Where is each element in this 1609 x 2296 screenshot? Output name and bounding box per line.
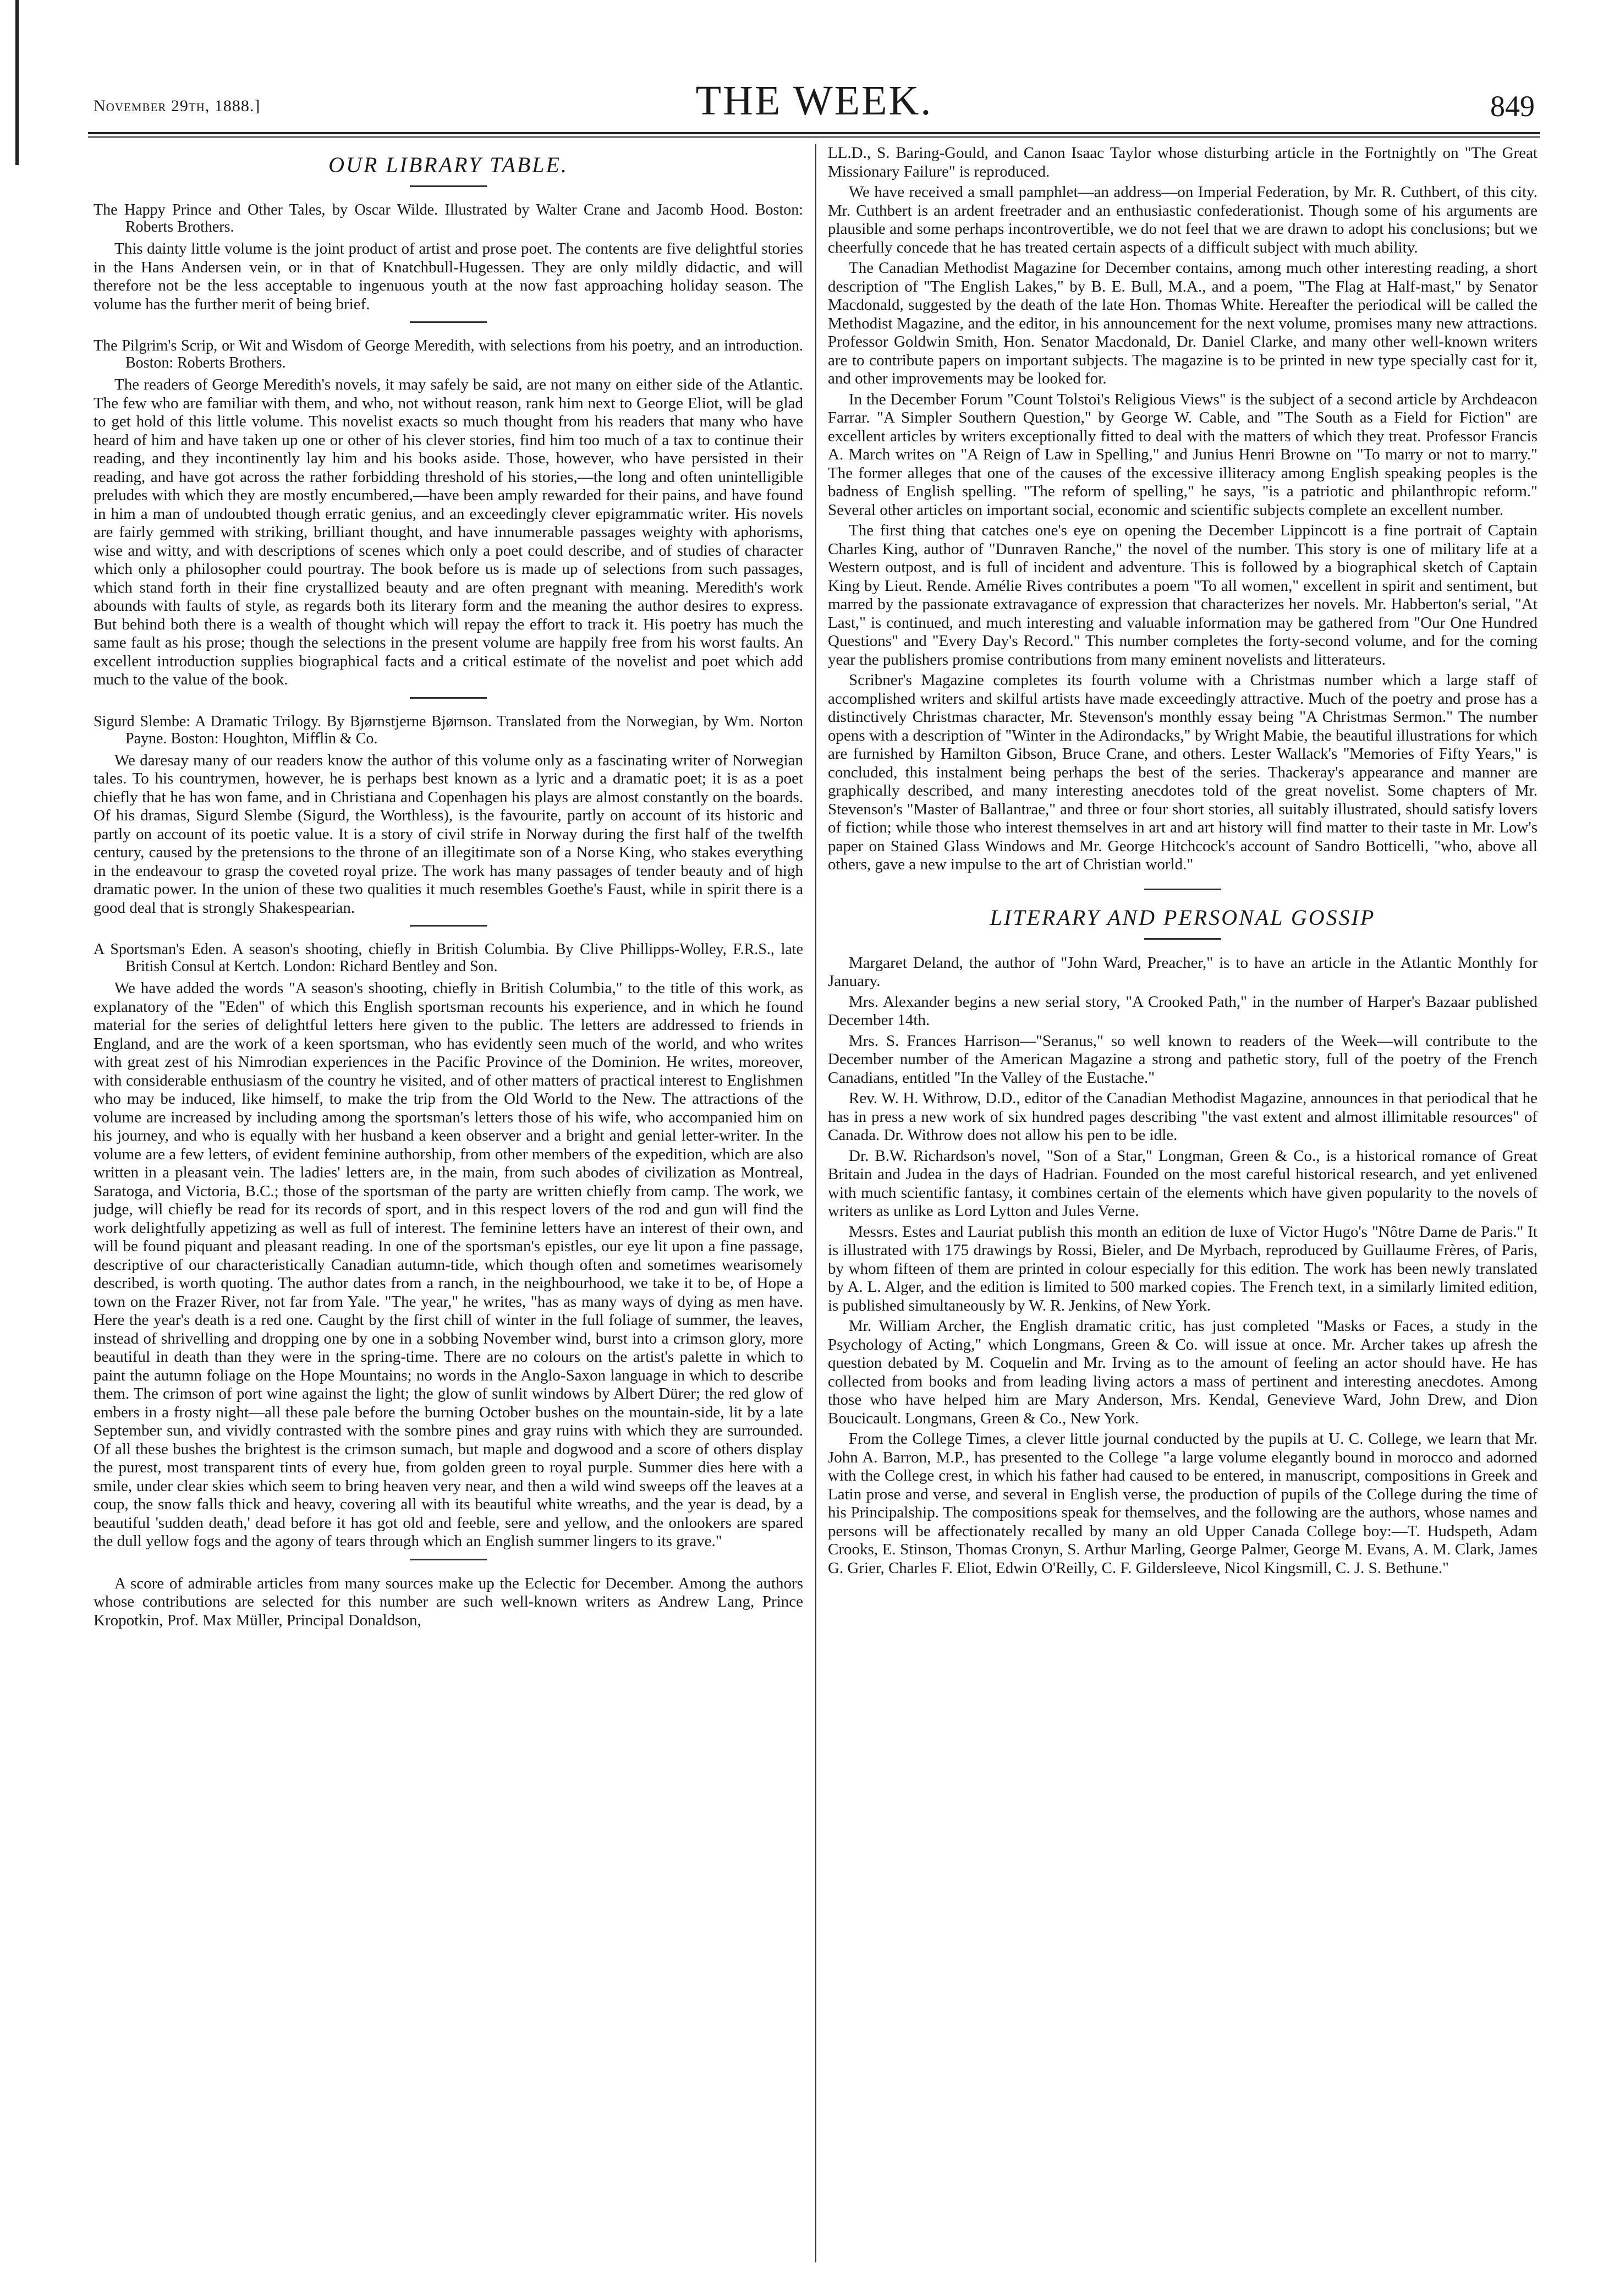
review-paragraph: We have added the words "A season's shooting, chiefly in British Columbia," to the title of this work, as explanatory of the "Eden" of which this English sportsman recounts his experience, and in which he found material for the series of delightful letters here given to the public. The letters are addressed to friends in England, and are the work of a keen sportsman, who has evidently seen much of the world, and who writes with great zest of his Nimrodian experiences in the Pacific Province of the Dominion. He writes, moreover, with considerable enthusiasm of the country he visited, and of other matters of practical interest to Englishmen who may be induced, like himself, to make the trip from the Old World to the New. The attractions of the volume are increased by including among the sportsman's letters those of his wife, who accompanied him on his journey, and who is equally with her husband a keen observer and a bright and genial letter-writer. In the volume are a few letters, of evident feminine authorship, from other members of the expedition, which are also written in a pleasant vein. The ladies' letters are, in the main, from such abodes of civilization as Montreal, Saratoga, and Victoria, B.C.; those of the sportsman of the party are written chiefly from camp. The work, we judge, will chiefly be read for its records of sport, and in this respect lovers of the rod and gun will find the work delightfully appetizing as well as full of interest. The feminine letters have an interest of their own, and will be found piquant and pleasant reading. In one of the sportsman's epistles, our eye lit upon a fine passage, descriptive of our characteristically Canadian autumn-tide, which though often and sometimes wearisomely described, is worth quoting. The author dates from a ranch, in the neighbourhood, we take it to be, of Hope a town on the Frazer River, not far from Yale. "The year," he writes, "has as many ways of dying as men have. Here the year's death is a red one. Caught by the first chill of winter in the full foliage of summer, the leaves, instead of shrivelling and dropping one by one in a sobbing November wind, burst into a crimson glory, more beautiful in death than they were in the spring-time. There are no colours on the artist's palette in which to paint the autumn foliage on the Hope Mountains; no words in the Anglo-Saxon language in which to describe them. The crimson of port wine against the light; the glow of sunlit windows by Albert Dürer; the red glow of embers in a frosty night—all these pale before the burning October bushes on the mountain-side, lit by a late September sun, and vividly contrasted with the sombre pines and gray ruins with which they are surrounded. Of all these bushes the brightest is the crimson sumach, but maple and dogwood and a score of others display the purest, most transparent tints of every hue, from golden green to royal purple. Summer dies here with a smile, under clear skies which seem to bring heaven very near, and then a wild wind sweeps off the leaves at a coup, the snow falls thick and heavy, covering all with its beautiful white wreaths, and the year is dead, by a beautiful 'sudden death,' dead before it has got old and feeble, sere and yellow, and the onlookers are spared the dull yellow fogs and the agony of tears through which an English summer lingers to its grave." (94, 979, 803, 1550)
right-column (828, 144, 1537, 2279)
gossip-paragraph: From the College Times, a clever little journal conducted by the pupils at U. C. College, we learn that Mr. John A. Barron, M.P., has presented to the College "a large volume elegantly bound in morocco and adorned with the College crest, in which his father had caused to be entered, in manuscript, compositions in Greek and Latin prose and verse, and several in English verse, the production of pupils of the College during the time of his Principalship. The compositions speak for themselves, and the following are the authors, whose names and persons will be affectionately recalled by many an old Upper Canada College boy:—T. Hudspeth, Adam Crooks, E. Stinson, Thomas Cronyn, S. Arthur Marling, George Palmer, George M. Evans, A. M. Clark, James G. Grier, Charles F. Eliot, Edwin O'Reilly, C. F. Gildersleeve, Nicol Kingsmill, C. J. S. Bethune." (828, 1430, 1537, 1577)
section-rule (1144, 938, 1221, 940)
section-rule (410, 185, 487, 187)
gossip-paragraph: Mrs. Alexander begins a new serial story, "A Crooked Path," in the number of Harper's Bazaar published December 14th. (828, 993, 1537, 1029)
issue-date: November 29th, 1888.] (94, 97, 261, 115)
review-heading: The Happy Prince and Other Tales, by Oscar Wilde. Illustrated by Walter Crane and Jacomb Hood. Boston: Roberts Brothers. (94, 201, 803, 235)
eclectic-paragraph: A score of admirable articles from many sources make up the Eclectic for December. Among the authors whose contributions are selected for this number are such well-known writers as Andrew Lang, Prince Kropotkin, Prof. Max Müller, Principal Donaldson, (94, 1574, 803, 1629)
gossip-paragraph: Mrs. S. Frances Harrison—"Seranus," so well known to readers of the Week—will contribute to the December number of the American Magazine a strong and pathetic story, full of the poetry of the French Canadians, entitled "In the Valley of the Eustache." (828, 1032, 1537, 1087)
column-divider (815, 144, 816, 2262)
notice-paragraph: LL.D., S. Baring-Gould, and Canon Isaac Taylor whose disturbing article in the Fortnightly on "The Great Missionary Failure" is reproduced. (828, 144, 1537, 180)
review-paragraph: This dainty little volume is the joint product of artist and prose poet. The contents are five delightful stories in the Hans Andersen vein, or in that of Knatchbull-Hugessen. They are only mildly didactic, and will therefore not be the less acceptable to ingenuous youth at the now fast approaching holiday season. The volume has the further merit of being brief. (94, 240, 803, 313)
review-separator (410, 1559, 487, 1560)
review-paragraph: The readers of George Meredith's novels, it may safely be said, are not many on either side of the Atlantic. The few who are familiar with them, and who, not without reason, rank him next to George Eliot, will be glad to get hold of this little volume. This novelist exacts so much thought from his readers that many who have heard of him and have taken up one or other of his clever stories, find him too much of a tax to continue their reading, and they incontinently lay him and his books aside. Those, however, who have persisted in their reading, and have got across the rather forbidding threshold of his stories,—the long and often unintelligible preludes with which they are mostly encumbered,—have been amply rewarded for their pains, and have found in him a man of undoubted though erratic genius, and an exceedingly clever epigrammatic writer. His novels are fairly gemmed with striking, brilliant thought, and have innumerable passages weighty with aphorisms, wise and witty, and with descriptions of scenes which only a poet could describe, and of studies of character which only a philosopher could pourtray. The book before us is made up of selections from such passages, which stand forth in their fine crystallized beauty and are often pregnant with meaning. Meredith's work abounds with faults of style, as regards both its literary form and the meaning the author desires to express. But behind both there is a wealth of thought which will repay the effort to track it. His poetry has much the same fault as his prose; though the selections in the present volume are happily free from his worst faults. An excellent introduction supplies biographical facts and a critical estimate of the novelist and poet which add much to the value of the book. (94, 376, 803, 688)
newspaper-title: THE WEEK. (695, 78, 933, 124)
gossip-paragraph: Messrs. Estes and Lauriat publish this month an edition de luxe of Victor Hugo's "Nôtre Dame de Paris." It is illustrated with 175 drawings by Rossi, Bieler, and De Myrbach, reproduced by Guillaume Frères, of Paris, by whom fifteen of them are printed in colour especially for this edition. The work has been newly translated by A. L. Alger, and the edition is limited to 500 marked copies. The French text, in a similarly limited edition, is published simultaneously by W. R. Jenkins, of New York. (828, 1223, 1537, 1314)
section-title-library-table: OUR LIBRARY TABLE. (328, 152, 568, 177)
section-rule (1144, 889, 1221, 890)
gossip-paragraph: Rev. W. H. Withrow, D.D., editor of the Canadian Methodist Magazine, announces in that periodical that he has in press a new work of six hundred pages describing "the vast extent and almost illimitable resources" of Canada. Dr. Withrow does not allow his pen to be idle. (828, 1089, 1537, 1144)
page-number: 849 (1490, 90, 1535, 123)
notice-paragraph: The Canadian Methodist Magazine for December contains, among much other interesting reading, a short description of "The English Lakes," by B. E. Bull, M.A., and a poem, "The Flag at Half-mast," by Senator Macdonald, suggested by the death of the late Hon. Thomas White. Hereafter the periodical will be called the Methodist Magazine, and the editor, in his announcement for the next volume, promises many new attractions. Professor Goldwin Smith, Hon. Senator Macdonald, Dr. Daniel Clarke, and many other well-known writers are to contribute papers on important subjects. The magazine is to be printed in new type specially cast for it, and other improvements may be looked for. (828, 259, 1537, 387)
gossip-paragraph: Margaret Deland, the author of "John Ward, Preacher," is to have an article in the Atlantic Monthly for January. (828, 954, 1537, 990)
review-separator (410, 925, 487, 927)
scan-edge-line (15, 0, 19, 165)
notice-paragraph: In the December Forum "Count Tolstoi's Religious Views" is the subject of a second article by Archdeacon Farrar. "A Simpler Southern Question," by George W. Cable, and "The South as a Field for Fiction" are excellent articles by writers exceptionally fitted to deal with the matters of which they treat. Professor Francis A. March writes on "A Reign of Law in Spelling," and Junius Henri Browne on "To marry or not to marry." The former alleges that one of the causes of the excessive illiteracy among English speaking peoples is the badness of English spelling. "The reform of spelling," he says, "is a patriotic and philanthropic reform." Several other articles on important social, economic and scientific subjects complete an excellent number. (828, 390, 1537, 519)
notice-paragraph: We have received a small pamphlet—an address—on Imperial Federation, by Mr. R. Cuthbert, of this city. Mr. Cuthbert is an ardent freetrader and an enthusiastic confederationist. Though some of his arguments are plausible and some perhaps incontrovertible, we do not feel that we are drawn to adopt his conclusions; but we cheerfully concede that he has treated certain aspects of a difficult subject with much ability. (828, 183, 1537, 256)
gossip-paragraph: Mr. William Archer, the English dramatic critic, has just completed "Masks or Faces, a study in the Psychology of Acting," which Longmans, Green & Co. will issue at once. Mr. Archer takes up afresh the question debated by M. Coquelin and Mr. Irving as to the amount of feeling an actor should have. He has collected from books and from leading living actors a mass of pertinent and interesting anecdotes. Among those who have helped him are Mary Anderson, Mrs. Kendal, Genevieve Ward, John Drew, and Dion Boucicault. Longmans, Green & Co., New York. (828, 1317, 1537, 1427)
review-paragraph: We daresay many of our readers know the author of this volume only as a fascinating writer of Norwegian tales. To his countrymen, however, he is perhaps best known as a lyric and a dramatic poet; it is as a poet chiefly that he has won fame, and in Christiana and Copenhagen his plays are almost constantly on the boards. Of his dramas, Sigurd Slembe (Sigurd, the Worthless), is the favourite, partly on account of its historic and partly on account of its poetic value. It is a story of civil strife in Norway during the first half of the twelfth century, caused by the pretensions to the throne of an illegitimate son of a Norse King, who stakes everything in the endeavour to grasp the coveted royal prize. The work has many passages of tender beauty and of high dramatic power. In the union of these two qualities it much resembles Goethe's Faust, while in spirit there is a good deal that is strongly Shakespearian. (94, 751, 803, 917)
masthead-rule (88, 136, 1540, 138)
review-separator (410, 697, 487, 699)
review-separator (410, 321, 487, 323)
section-title-gossip: LITERARY AND PERSONAL GOSSIP (990, 905, 1376, 930)
gossip-paragraph: Dr. B.W. Richardson's novel, "Son of a Star," Longman, Green & Co., is a historical romance of Great Britain and Judea in the days of Hadrian. Founded on the most careful historical research, and yet enlivened with much scientific fantasy, it combines certain of the elements which have given popularity to the novels of writers as unlike as Lord Lytton and Jules Verne. (828, 1147, 1537, 1220)
review-heading: The Pilgrim's Scrip, or Wit and Wisdom of George Meredith, with selections from his poetry, and an introduction. Boston: Roberts Brothers. (94, 337, 803, 371)
left-column (94, 144, 803, 2279)
masthead (88, 72, 1540, 134)
review-heading: A Sportsman's Eden. A season's shooting, chiefly in British Columbia. By Clive Phillipps-Wolley, F.R.S., late British Consul at Kertch. London: Richard Bentley and Son. (94, 941, 803, 975)
notice-paragraph: Scribner's Magazine completes its fourth volume with a Christmas number which a large staff of accomplished writers and skilful artists have made exceedingly attractive. Much of the poetry and prose has a distinctively Christmas character, Mr. Stevenson's monthly essay being "A Christmas Sermon." The number opens with a description of "Winter in the Adirondacks," by Wright Mabie, the beautiful illustrations for which are furnished by Hamilton Gibson, Bruce Crane, and others. Lester Wallack's "Memories of Fifty Years," is concluded, this instalment being perhaps the best of the series. Thackeray's appearance and manner are graphically described, and many interesting anecdotes told of the great novelist. Some chapters of Mr. Stevenson's "Master of Ballantrae," and three or four short stories, all suitably illustrated, should satisfy lovers of fiction; while those who interest themselves in art and art history will find matter to their taste in Mr. Low's paper on Stained Glass Windows and Mr. George Hitchcock's account of Sandro Botticelli, "who, above all others, gave a new impulse to the art of Christian world." (828, 671, 1537, 873)
review-heading: Sigurd Slembe: A Dramatic Trilogy. By Bjørnstjerne Bjørnson. Translated from the Norwegian, by Wm. Norton Payne. Boston: Houghton, Mifflin & Co. (94, 713, 803, 747)
notice-paragraph: The first thing that catches one's eye on opening the December Lippincott is a fine portrait of Captain Charles King, author of "Dunraven Ranche," the novel of the number. This story is one of military life at a Western outpost, and is full of incident and adventure. This is followed by a biographical sketch of Captain King by Lieut. Rende. Amélie Rives contributes a poem "To all women," excellent in spirit and sentiment, but marred by the passionate extravagance of expression that characterizes her novels. Mr. Habberton's serial, "At Last," is continued, and much interesting and valuable information may be gathered from "Our One Hundred Questions" and "Every Day's Record." This number completes the forty-second volume, and for the coming year the publishers promise contributions from many eminent novelists and litterateurs. (828, 522, 1537, 668)
